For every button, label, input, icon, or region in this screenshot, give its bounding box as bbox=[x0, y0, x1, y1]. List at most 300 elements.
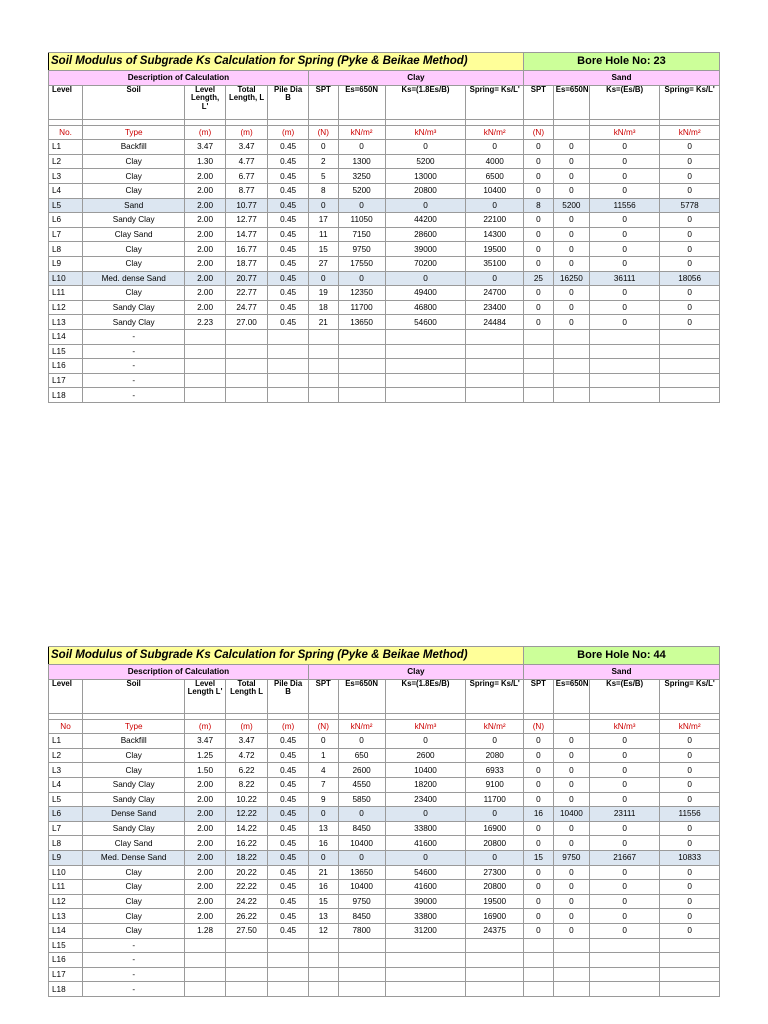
table-row bbox=[49, 227, 720, 242]
value-cell: 0 bbox=[589, 154, 659, 169]
units-row bbox=[49, 719, 720, 734]
value-cell bbox=[466, 953, 524, 968]
value-cell bbox=[553, 373, 589, 388]
value-cell bbox=[385, 373, 466, 388]
value-cell bbox=[338, 938, 385, 953]
table-row bbox=[49, 373, 720, 388]
value-cell: 0 bbox=[308, 198, 338, 213]
value-cell: 20800 bbox=[466, 880, 524, 895]
value-cell: 0 bbox=[589, 894, 659, 909]
value-cell bbox=[589, 373, 659, 388]
level-cell: L14 bbox=[49, 329, 83, 344]
value-cell bbox=[466, 344, 524, 359]
ks-table bbox=[48, 52, 720, 403]
value-cell: 19 bbox=[308, 286, 338, 301]
table-row bbox=[49, 777, 720, 792]
value-cell: 36111 bbox=[589, 271, 659, 286]
value-cell bbox=[589, 967, 659, 982]
value-cell bbox=[185, 953, 225, 968]
soil-type-cell: Dense Sand bbox=[83, 807, 185, 822]
value-cell: 0.45 bbox=[268, 821, 308, 836]
value-cell: 27.50 bbox=[225, 923, 268, 938]
value-cell: 0.45 bbox=[268, 154, 308, 169]
level-cell: L13 bbox=[49, 315, 83, 330]
value-cell: 0 bbox=[660, 183, 720, 198]
value-cell: 0.45 bbox=[268, 748, 308, 763]
table-row bbox=[49, 748, 720, 763]
value-cell bbox=[589, 982, 659, 997]
value-cell bbox=[225, 953, 268, 968]
soil-type-cell: - bbox=[83, 953, 185, 968]
value-cell bbox=[268, 938, 308, 953]
column-header: Ks=(Es/B) bbox=[589, 85, 659, 119]
sheet-title: Soil Modulus of Subgrade Ks Calculation for Spring (Pyke & Beikae Method) bbox=[49, 647, 524, 665]
value-cell: 31200 bbox=[385, 923, 466, 938]
column-header: Spring= Ks/L' bbox=[660, 679, 720, 713]
value-cell: 0 bbox=[523, 140, 553, 155]
value-cell bbox=[268, 373, 308, 388]
value-cell bbox=[466, 373, 524, 388]
soil-type-cell: Clay bbox=[83, 865, 185, 880]
value-cell: 0 bbox=[523, 183, 553, 198]
value-cell: 0 bbox=[308, 271, 338, 286]
table-row bbox=[49, 256, 720, 271]
group-header-row bbox=[49, 71, 720, 86]
column-header: Ks=(1.8Es/B) bbox=[385, 679, 466, 713]
value-cell: 2.00 bbox=[185, 894, 225, 909]
value-cell bbox=[308, 373, 338, 388]
level-cell: L2 bbox=[49, 154, 83, 169]
unit-cell: kN/m³ bbox=[385, 125, 466, 140]
unit-cell: (N) bbox=[523, 125, 553, 140]
table-row bbox=[49, 850, 720, 865]
value-cell: 24.77 bbox=[225, 300, 268, 315]
unit-cell: kN/m³ bbox=[589, 719, 659, 734]
value-cell bbox=[523, 329, 553, 344]
value-cell: 0 bbox=[523, 227, 553, 242]
group-header-row bbox=[49, 665, 720, 680]
value-cell: 28600 bbox=[385, 227, 466, 242]
value-cell: 2600 bbox=[385, 748, 466, 763]
value-cell: 0 bbox=[553, 777, 589, 792]
value-cell: 0 bbox=[589, 227, 659, 242]
value-cell: 0 bbox=[553, 836, 589, 851]
value-cell: 0 bbox=[660, 880, 720, 895]
value-cell: 0 bbox=[338, 271, 385, 286]
value-cell: 18.77 bbox=[225, 256, 268, 271]
level-cell: L9 bbox=[49, 256, 83, 271]
value-cell: 0 bbox=[338, 850, 385, 865]
value-cell: 18.22 bbox=[225, 850, 268, 865]
value-cell: 24700 bbox=[466, 286, 524, 301]
value-cell: 0 bbox=[660, 909, 720, 924]
value-cell: 0 bbox=[589, 734, 659, 749]
value-cell: 0 bbox=[660, 256, 720, 271]
value-cell: 20.77 bbox=[225, 271, 268, 286]
value-cell: 0 bbox=[589, 909, 659, 924]
value-cell: 0 bbox=[553, 821, 589, 836]
table-row bbox=[49, 169, 720, 184]
value-cell: 1.50 bbox=[185, 763, 225, 778]
value-cell bbox=[225, 982, 268, 997]
level-cell: L3 bbox=[49, 763, 83, 778]
value-cell: 16.22 bbox=[225, 836, 268, 851]
value-cell bbox=[466, 359, 524, 374]
value-cell: 0 bbox=[553, 315, 589, 330]
value-cell: 1300 bbox=[338, 154, 385, 169]
unit-cell: (m) bbox=[185, 719, 225, 734]
value-cell: 0 bbox=[553, 909, 589, 924]
unit-cell: kN/m³ bbox=[385, 719, 466, 734]
value-cell bbox=[268, 953, 308, 968]
value-cell: 2.00 bbox=[185, 850, 225, 865]
value-cell: 2.00 bbox=[185, 183, 225, 198]
value-cell: 4 bbox=[308, 763, 338, 778]
value-cell: 5778 bbox=[660, 198, 720, 213]
value-cell bbox=[385, 359, 466, 374]
column-header: SPT bbox=[523, 679, 553, 713]
value-cell: 0 bbox=[338, 807, 385, 822]
value-cell: 0 bbox=[589, 256, 659, 271]
value-cell bbox=[589, 359, 659, 374]
value-cell: 35100 bbox=[466, 256, 524, 271]
value-cell: 0 bbox=[553, 169, 589, 184]
column-header: Total Length L bbox=[225, 679, 268, 713]
level-cell: L1 bbox=[49, 734, 83, 749]
value-cell: 5200 bbox=[385, 154, 466, 169]
soil-type-cell: - bbox=[83, 344, 185, 359]
value-cell: 0 bbox=[553, 792, 589, 807]
value-cell: 0 bbox=[660, 213, 720, 228]
value-cell: 0 bbox=[523, 154, 553, 169]
value-cell bbox=[523, 388, 553, 403]
value-cell bbox=[385, 982, 466, 997]
table-row bbox=[49, 271, 720, 286]
value-cell bbox=[553, 967, 589, 982]
value-cell: 0 bbox=[523, 748, 553, 763]
soil-type-cell: Sandy Clay bbox=[83, 213, 185, 228]
unit-cell: kN/m² bbox=[338, 719, 385, 734]
table-row bbox=[49, 938, 720, 953]
value-cell: 0 bbox=[660, 894, 720, 909]
value-cell: 23400 bbox=[385, 792, 466, 807]
value-cell: 11 bbox=[308, 227, 338, 242]
value-cell: 0 bbox=[523, 777, 553, 792]
value-cell: 0 bbox=[523, 923, 553, 938]
value-cell: 41600 bbox=[385, 880, 466, 895]
value-cell bbox=[660, 938, 720, 953]
value-cell: 0 bbox=[553, 763, 589, 778]
value-cell: 39000 bbox=[385, 242, 466, 257]
value-cell: 54600 bbox=[385, 865, 466, 880]
column-header-row bbox=[49, 679, 720, 713]
value-cell bbox=[225, 329, 268, 344]
value-cell: 5850 bbox=[338, 792, 385, 807]
value-cell: 0 bbox=[523, 734, 553, 749]
value-cell: 49400 bbox=[385, 286, 466, 301]
column-header: Level bbox=[49, 85, 83, 119]
value-cell bbox=[308, 359, 338, 374]
value-cell: 0 bbox=[553, 300, 589, 315]
value-cell: 0 bbox=[385, 807, 466, 822]
value-cell: 10400 bbox=[385, 763, 466, 778]
value-cell: 0 bbox=[523, 256, 553, 271]
bore-hole-label: Bore Hole No: 23 bbox=[523, 53, 719, 71]
level-cell: L8 bbox=[49, 836, 83, 851]
value-cell: 0 bbox=[589, 286, 659, 301]
value-cell: 10833 bbox=[660, 850, 720, 865]
value-cell bbox=[553, 359, 589, 374]
soil-type-cell: - bbox=[83, 982, 185, 997]
value-cell: 21667 bbox=[589, 850, 659, 865]
value-cell bbox=[185, 982, 225, 997]
value-cell: 16 bbox=[308, 880, 338, 895]
soil-type-cell: Sandy Clay bbox=[83, 777, 185, 792]
value-cell bbox=[338, 373, 385, 388]
table-row bbox=[49, 140, 720, 155]
table-row bbox=[49, 953, 720, 968]
value-cell: 9750 bbox=[553, 850, 589, 865]
value-cell bbox=[185, 373, 225, 388]
table-row bbox=[49, 286, 720, 301]
value-cell: 10.77 bbox=[225, 198, 268, 213]
value-cell: 0 bbox=[553, 880, 589, 895]
value-cell: 2.00 bbox=[185, 169, 225, 184]
value-cell: 16 bbox=[308, 836, 338, 851]
value-cell: 46800 bbox=[385, 300, 466, 315]
value-cell: 0 bbox=[660, 792, 720, 807]
value-cell: 0 bbox=[589, 763, 659, 778]
value-cell: 0 bbox=[553, 154, 589, 169]
value-cell: 0 bbox=[308, 734, 338, 749]
table-row bbox=[49, 821, 720, 836]
level-cell: L10 bbox=[49, 865, 83, 880]
value-cell: 0 bbox=[553, 256, 589, 271]
value-cell: 15 bbox=[308, 242, 338, 257]
value-cell bbox=[466, 982, 524, 997]
value-cell bbox=[225, 388, 268, 403]
soil-type-cell: - bbox=[83, 967, 185, 982]
value-cell bbox=[523, 938, 553, 953]
value-cell: 0.45 bbox=[268, 140, 308, 155]
column-header: Total Length, L bbox=[225, 85, 268, 119]
value-cell bbox=[523, 967, 553, 982]
value-cell: 2.00 bbox=[185, 836, 225, 851]
value-cell: 25 bbox=[523, 271, 553, 286]
value-cell: 0.45 bbox=[268, 894, 308, 909]
value-cell bbox=[553, 344, 589, 359]
value-cell bbox=[589, 938, 659, 953]
unit-cell: (m) bbox=[225, 125, 268, 140]
soil-type-cell: Sand bbox=[83, 198, 185, 213]
value-cell: 0.45 bbox=[268, 315, 308, 330]
value-cell: 0 bbox=[553, 213, 589, 228]
value-cell: 24.22 bbox=[225, 894, 268, 909]
value-cell bbox=[308, 388, 338, 403]
value-cell: 0 bbox=[466, 734, 524, 749]
value-cell: 0 bbox=[589, 183, 659, 198]
value-cell bbox=[185, 329, 225, 344]
description-group-header: Description of Calculation bbox=[49, 71, 309, 86]
value-cell: 17 bbox=[308, 213, 338, 228]
value-cell: 22100 bbox=[466, 213, 524, 228]
soil-type-cell: Clay bbox=[83, 256, 185, 271]
value-cell bbox=[660, 967, 720, 982]
value-cell: 0 bbox=[523, 169, 553, 184]
soil-type-cell: - bbox=[83, 388, 185, 403]
unit-cell: kN/m³ bbox=[589, 125, 659, 140]
value-cell: 0.45 bbox=[268, 909, 308, 924]
level-cell: L12 bbox=[49, 300, 83, 315]
value-cell: 0 bbox=[308, 140, 338, 155]
value-cell bbox=[553, 953, 589, 968]
value-cell bbox=[660, 359, 720, 374]
value-cell bbox=[660, 373, 720, 388]
value-cell: 0 bbox=[589, 213, 659, 228]
value-cell: 1.25 bbox=[185, 748, 225, 763]
value-cell: 0 bbox=[589, 880, 659, 895]
value-cell: 8450 bbox=[338, 909, 385, 924]
value-cell: 19500 bbox=[466, 894, 524, 909]
clay-group-header: Clay bbox=[308, 665, 523, 680]
level-cell: L7 bbox=[49, 227, 83, 242]
value-cell: 0.45 bbox=[268, 734, 308, 749]
value-cell: 6.22 bbox=[225, 763, 268, 778]
soil-type-cell: - bbox=[83, 938, 185, 953]
value-cell: 15 bbox=[523, 850, 553, 865]
value-cell: 0 bbox=[589, 140, 659, 155]
value-cell bbox=[466, 938, 524, 953]
value-cell bbox=[466, 388, 524, 403]
value-cell: 6933 bbox=[466, 763, 524, 778]
column-header: Es=650N bbox=[553, 679, 589, 713]
value-cell: 0 bbox=[660, 836, 720, 851]
ks-calculation-sheet-bh44 bbox=[48, 646, 720, 997]
value-cell: 0 bbox=[589, 821, 659, 836]
table-row bbox=[49, 865, 720, 880]
table-row bbox=[49, 183, 720, 198]
value-cell: 0.45 bbox=[268, 792, 308, 807]
soil-type-cell: Clay bbox=[83, 748, 185, 763]
level-cell: L8 bbox=[49, 242, 83, 257]
value-cell: 20800 bbox=[466, 836, 524, 851]
value-cell: 0 bbox=[660, 777, 720, 792]
unit-cell: kN/m² bbox=[466, 125, 524, 140]
level-cell: L2 bbox=[49, 748, 83, 763]
value-cell: 1.30 bbox=[185, 154, 225, 169]
value-cell: 0 bbox=[589, 777, 659, 792]
column-header: SPT bbox=[308, 679, 338, 713]
column-header: SPT bbox=[308, 85, 338, 119]
table-row bbox=[49, 242, 720, 257]
value-cell bbox=[523, 982, 553, 997]
table-row bbox=[49, 923, 720, 938]
level-cell: L11 bbox=[49, 880, 83, 895]
table-row bbox=[49, 880, 720, 895]
value-cell: 27 bbox=[308, 256, 338, 271]
unit-cell: (m) bbox=[185, 125, 225, 140]
table-row bbox=[49, 792, 720, 807]
value-cell: 11700 bbox=[338, 300, 385, 315]
value-cell: 20.22 bbox=[225, 865, 268, 880]
value-cell bbox=[466, 967, 524, 982]
unit-cell: kN/m² bbox=[338, 125, 385, 140]
value-cell bbox=[523, 359, 553, 374]
soil-type-cell: Clay bbox=[83, 909, 185, 924]
unit-cell bbox=[553, 125, 589, 140]
value-cell bbox=[589, 953, 659, 968]
level-cell: L18 bbox=[49, 388, 83, 403]
value-cell: 11050 bbox=[338, 213, 385, 228]
value-cell: 16 bbox=[523, 807, 553, 822]
value-cell bbox=[660, 953, 720, 968]
value-cell bbox=[308, 329, 338, 344]
value-cell bbox=[553, 388, 589, 403]
value-cell: 0 bbox=[338, 734, 385, 749]
column-header: Pile Dia B bbox=[268, 679, 308, 713]
soil-type-cell: Clay bbox=[83, 894, 185, 909]
value-cell: 13 bbox=[308, 909, 338, 924]
value-cell: 0.45 bbox=[268, 286, 308, 301]
table-row bbox=[49, 967, 720, 982]
value-cell: 2080 bbox=[466, 748, 524, 763]
value-cell: 54600 bbox=[385, 315, 466, 330]
value-cell: 24375 bbox=[466, 923, 524, 938]
value-cell: 0 bbox=[523, 836, 553, 851]
value-cell bbox=[308, 967, 338, 982]
value-cell bbox=[185, 359, 225, 374]
value-cell: 0 bbox=[338, 198, 385, 213]
value-cell: 0 bbox=[553, 748, 589, 763]
value-cell: 0.45 bbox=[268, 198, 308, 213]
soil-type-cell: Backfill bbox=[83, 140, 185, 155]
value-cell: 4.77 bbox=[225, 154, 268, 169]
table-row bbox=[49, 198, 720, 213]
level-cell: L5 bbox=[49, 792, 83, 807]
value-cell: 9 bbox=[308, 792, 338, 807]
value-cell: 0 bbox=[523, 315, 553, 330]
column-header: Spring= Ks/L' bbox=[466, 679, 524, 713]
table-row bbox=[49, 344, 720, 359]
value-cell: 0.45 bbox=[268, 183, 308, 198]
value-cell: 0 bbox=[660, 748, 720, 763]
level-cell: L17 bbox=[49, 967, 83, 982]
value-cell: 3.47 bbox=[185, 140, 225, 155]
value-cell bbox=[338, 388, 385, 403]
soil-type-cell: Clay bbox=[83, 286, 185, 301]
table-row bbox=[49, 154, 720, 169]
value-cell bbox=[225, 967, 268, 982]
value-cell: 2.00 bbox=[185, 242, 225, 257]
value-cell bbox=[268, 982, 308, 997]
value-cell: 0.45 bbox=[268, 850, 308, 865]
value-cell: 10400 bbox=[466, 183, 524, 198]
value-cell: 2.00 bbox=[185, 777, 225, 792]
value-cell: 3.47 bbox=[185, 734, 225, 749]
value-cell: 0 bbox=[523, 909, 553, 924]
value-cell: 0 bbox=[466, 198, 524, 213]
column-header: Ks=(1.8Es/B) bbox=[385, 85, 466, 119]
value-cell bbox=[523, 373, 553, 388]
value-cell bbox=[185, 938, 225, 953]
value-cell: 0.45 bbox=[268, 227, 308, 242]
column-header: Level Length L' bbox=[185, 679, 225, 713]
value-cell: 0 bbox=[589, 923, 659, 938]
level-cell: L12 bbox=[49, 894, 83, 909]
unit-cell: (m) bbox=[225, 719, 268, 734]
value-cell: 0 bbox=[553, 183, 589, 198]
soil-type-cell: Clay bbox=[83, 923, 185, 938]
